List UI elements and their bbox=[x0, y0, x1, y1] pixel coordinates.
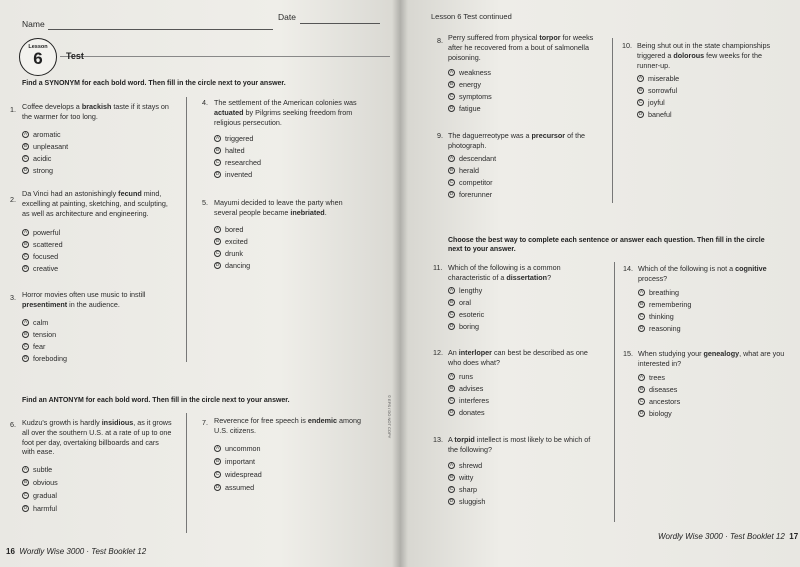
page-number: 16 bbox=[6, 547, 15, 556]
question-stem: Being shut out in the state championships triggered a dolorous few weeks for the runner-up. bbox=[637, 41, 771, 70]
answer-option[interactable]: D reasoning bbox=[639, 324, 681, 333]
answer-option[interactable]: D foreboding bbox=[23, 354, 67, 363]
answer-option[interactable]: C gradual bbox=[23, 491, 57, 500]
antonym-instructions: Find an ANTONYM for each bold word. Then fill in the circle next to your answer. bbox=[22, 397, 290, 404]
answer-bubble[interactable]: A bbox=[215, 445, 220, 451]
answer-bubble[interactable]: B bbox=[449, 385, 454, 391]
best-way-instructions-line2: next to your answer. bbox=[448, 246, 516, 253]
question-stem: A torpid intellect is most likely to be which of the following? bbox=[448, 435, 591, 454]
answer-bubble[interactable]: D bbox=[215, 171, 220, 177]
answer-option[interactable]: B diseases bbox=[639, 385, 678, 394]
continued-label: Lesson 6 Test continued bbox=[431, 12, 512, 21]
answer-bubble[interactable]: B bbox=[639, 301, 644, 307]
answer-option[interactable]: B herald bbox=[449, 166, 479, 175]
answer-option[interactable]: D forerunner bbox=[449, 190, 493, 199]
question-number: 5. bbox=[202, 198, 208, 207]
answer-option[interactable]: A trees bbox=[639, 373, 665, 382]
answer-option[interactable]: D donates bbox=[449, 408, 485, 417]
answer-option[interactable]: A lengthy bbox=[449, 286, 483, 295]
answer-bubble[interactable]: B bbox=[215, 458, 220, 464]
answer-option[interactable]: A weakness bbox=[449, 68, 491, 77]
page-number: 17 bbox=[789, 532, 799, 541]
question-stem: Coffee develops a brackish taste if it stays on the warmer for too long. bbox=[22, 102, 169, 121]
answer-bubble[interactable]: B bbox=[449, 81, 454, 87]
answer-bubble[interactable]: B bbox=[449, 474, 454, 480]
name-label: Name bbox=[22, 19, 45, 29]
question-stem: Da Vinci had an astonishingly fecund mind, excelling at painting, sketching, and sculpting, as well as architecture and engineering. bbox=[22, 189, 168, 218]
name-line[interactable] bbox=[48, 29, 273, 30]
answer-bubble[interactable]: B bbox=[639, 386, 644, 392]
question-number: 15. bbox=[623, 349, 633, 358]
answer-bubble[interactable]: C bbox=[449, 179, 454, 185]
answer-option[interactable]: B unpleasant bbox=[23, 142, 69, 151]
lesson-word: Lesson bbox=[28, 44, 48, 50]
answer-option[interactable]: C competitor bbox=[449, 178, 493, 187]
answer-option[interactable]: A runs bbox=[449, 372, 473, 381]
answer-bubble[interactable]: D bbox=[449, 191, 454, 197]
answer-bubble[interactable]: A bbox=[23, 229, 28, 235]
answer-bubble[interactable]: A bbox=[449, 69, 454, 75]
answer-bubble[interactable]: D bbox=[215, 262, 220, 268]
answer-option[interactable]: C thinking bbox=[639, 312, 674, 321]
answer-bubble[interactable]: C bbox=[449, 311, 454, 317]
question-number: 11. bbox=[433, 263, 443, 272]
answer-option[interactable]: D strong bbox=[23, 166, 53, 175]
answer-bubble[interactable]: A bbox=[23, 131, 28, 137]
answer-option[interactable]: D invented bbox=[215, 170, 253, 179]
answer-bubble[interactable]: C bbox=[23, 155, 28, 161]
test-title: Test bbox=[66, 51, 84, 61]
answer-option[interactable]: A calm bbox=[23, 318, 49, 327]
question-stem: Horror movies often use music to instill presentiment in the audience. bbox=[22, 290, 146, 309]
answer-option[interactable]: C sharp bbox=[449, 485, 477, 494]
question-stem: Which of the following is a common characteristic of a dissertation? bbox=[448, 263, 561, 282]
answer-bubble[interactable]: A bbox=[638, 75, 643, 81]
answer-option[interactable]: D biology bbox=[639, 409, 672, 418]
date-line[interactable] bbox=[300, 23, 380, 24]
answer-option[interactable]: C symptoms bbox=[449, 92, 492, 101]
question-stem: When studying your genealogy, what are you interested in? bbox=[638, 349, 785, 368]
answer-bubble[interactable]: D bbox=[449, 105, 454, 111]
answer-bubble[interactable]: C bbox=[449, 397, 454, 403]
best-way-instructions: Choose the best way to complete each sentence or answer each question. Then fill in the circle bbox=[448, 237, 765, 244]
question-stem: Perry suffered from physical torpor for weeks after he recovered from a bout of salmonella poisoning. bbox=[448, 33, 594, 62]
answer-option[interactable]: A descendant bbox=[449, 154, 497, 163]
answer-bubble[interactable]: D bbox=[215, 484, 220, 490]
answer-bubble[interactable]: B bbox=[215, 147, 220, 153]
answer-option[interactable]: C drunk bbox=[215, 249, 243, 258]
answer-option[interactable]: A subtle bbox=[23, 465, 53, 474]
question-number: 12. bbox=[433, 348, 443, 357]
answer-bubble[interactable]: C bbox=[23, 492, 28, 498]
lesson-number: 6 bbox=[33, 49, 43, 68]
answer-bubble[interactable]: A bbox=[449, 373, 454, 379]
answer-option[interactable]: B excited bbox=[215, 237, 248, 246]
answer-bubble[interactable]: B bbox=[23, 479, 28, 485]
date-label: Date bbox=[278, 12, 296, 22]
right-footer bbox=[658, 532, 798, 541]
answer-bubble[interactable]: A bbox=[639, 374, 644, 380]
question-number: 13. bbox=[433, 435, 443, 444]
answer-option[interactable]: A breathing bbox=[639, 288, 679, 297]
answer-option[interactable]: A miserable bbox=[638, 74, 680, 83]
answer-bubble[interactable]: B bbox=[449, 167, 454, 173]
question-stem: Mayumi decided to leave the party when several people became inebriated. bbox=[214, 198, 343, 217]
answer-option[interactable]: C ancestors bbox=[639, 397, 681, 406]
question-number: 3. bbox=[10, 293, 16, 302]
answer-option[interactable]: B advises bbox=[449, 384, 484, 393]
answer-bubble[interactable]: B bbox=[638, 87, 643, 93]
answer-bubble[interactable]: D bbox=[23, 505, 28, 511]
answer-option[interactable]: C fear bbox=[23, 342, 46, 351]
answer-option[interactable]: B halted bbox=[215, 146, 245, 155]
left-footer bbox=[6, 547, 146, 556]
question-stem: An interloper can best be described as one who does what? bbox=[448, 348, 588, 367]
question-number: 9. bbox=[437, 131, 443, 140]
answer-bubble[interactable]: C bbox=[449, 93, 454, 99]
answer-bubble[interactable]: A bbox=[23, 319, 28, 325]
answer-option[interactable]: D harmful bbox=[23, 504, 57, 513]
answer-bubble[interactable]: A bbox=[215, 135, 220, 141]
answer-bubble[interactable]: C bbox=[638, 99, 643, 105]
answer-option[interactable]: B witty bbox=[449, 473, 474, 482]
answer-option[interactable]: B tension bbox=[23, 330, 57, 339]
question-number: 6. bbox=[10, 420, 16, 429]
answer-option[interactable]: B remembering bbox=[639, 300, 692, 309]
answer-bubble[interactable]: D bbox=[23, 167, 28, 173]
answer-bubble[interactable]: D bbox=[449, 498, 454, 504]
answer-bubble[interactable]: C bbox=[215, 250, 220, 256]
answer-bubble[interactable]: C bbox=[449, 486, 454, 492]
spine-shadow bbox=[392, 0, 408, 567]
answer-option[interactable]: D dancing bbox=[215, 261, 251, 270]
answer-bubble[interactable]: D bbox=[23, 265, 28, 271]
answer-option[interactable]: A bored bbox=[215, 225, 244, 234]
answer-option[interactable]: B energy bbox=[449, 80, 481, 89]
answer-option[interactable]: B oral bbox=[449, 298, 471, 307]
answer-bubble[interactable]: A bbox=[449, 287, 454, 293]
question-number: 1. bbox=[10, 105, 16, 114]
answer-option[interactable]: B obvious bbox=[23, 478, 58, 487]
answer-bubble[interactable]: B bbox=[23, 331, 28, 337]
answer-bubble[interactable]: A bbox=[23, 466, 28, 472]
answer-option[interactable]: A aromatic bbox=[23, 130, 61, 139]
footer-title: Wordly Wise 3000 · Test Booklet 12 bbox=[19, 547, 147, 556]
question-number: 8. bbox=[437, 36, 443, 45]
synonym-instructions: Find a SYNONYM for each bold word. Then fill in the circle next to your answer. bbox=[22, 80, 286, 87]
answer-bubble[interactable]: D bbox=[638, 111, 643, 117]
question-number: 7. bbox=[202, 418, 208, 427]
answer-bubble[interactable]: D bbox=[639, 410, 644, 416]
answer-bubble[interactable]: B bbox=[23, 241, 28, 247]
answer-bubble[interactable]: D bbox=[639, 325, 644, 331]
column-divider bbox=[186, 413, 187, 533]
answer-bubble[interactable]: B bbox=[215, 238, 220, 244]
column-divider bbox=[614, 262, 615, 522]
answer-option[interactable]: A triggered bbox=[215, 134, 254, 143]
answer-bubble[interactable]: C bbox=[639, 398, 644, 404]
right-page bbox=[400, 0, 800, 567]
answer-option[interactable]: B sorrowful bbox=[638, 86, 678, 95]
question-number: 4. bbox=[202, 98, 208, 107]
question-number: 10. bbox=[622, 41, 632, 50]
answer-option[interactable]: D baneful bbox=[638, 110, 672, 119]
answer-bubble[interactable]: B bbox=[449, 299, 454, 305]
answer-bubble[interactable]: C bbox=[215, 471, 220, 477]
answer-option[interactable]: A shrewd bbox=[449, 461, 483, 470]
answer-bubble[interactable]: A bbox=[449, 462, 454, 468]
column-divider bbox=[186, 97, 187, 362]
answer-option[interactable]: C widespread bbox=[215, 470, 262, 479]
answer-option[interactable]: C focused bbox=[23, 252, 59, 261]
footer-title: Wordly Wise 3000 · Test Booklet 12 bbox=[658, 532, 785, 541]
answer-option[interactable]: A uncommon bbox=[215, 444, 261, 453]
answer-option[interactable]: D boring bbox=[449, 322, 479, 331]
answer-bubble[interactable]: D bbox=[449, 409, 454, 415]
answer-bubble[interactable]: C bbox=[23, 343, 28, 349]
question-stem: Reverence for free speech is endemic among U.S. citizens. bbox=[214, 416, 362, 435]
answer-option[interactable]: C esoteric bbox=[449, 310, 485, 319]
column-divider bbox=[612, 38, 613, 203]
answer-bubble[interactable]: C bbox=[215, 159, 220, 165]
answer-option[interactable]: D assumed bbox=[215, 483, 255, 492]
answer-bubble[interactable]: D bbox=[23, 355, 28, 361]
answer-option[interactable]: D creative bbox=[23, 264, 59, 273]
answer-bubble[interactable]: D bbox=[449, 323, 454, 329]
question-number: 2. bbox=[10, 195, 16, 204]
answer-bubble[interactable]: C bbox=[639, 313, 644, 319]
answer-option[interactable]: C joyful bbox=[638, 98, 665, 107]
lesson-badge bbox=[19, 38, 57, 76]
question-stem: The daguerreotype was a precursor of the photograph. bbox=[448, 131, 586, 150]
question-stem: Kudzu's growth is hardly insidious, as it grows all over the southern U.S. at a rate of up to one foot per day, overtaking billboards and cars with ease. bbox=[22, 418, 172, 457]
answer-option[interactable]: A powerful bbox=[23, 228, 61, 237]
answer-bubble[interactable]: A bbox=[215, 226, 220, 232]
answer-option[interactable]: D sluggish bbox=[449, 497, 486, 506]
answer-option[interactable]: B scattered bbox=[23, 240, 63, 249]
question-stem: The settlement of the American colonies was actuated by Pilgrims seeking freedom from religious persecution. bbox=[214, 98, 357, 127]
answer-option[interactable]: B important bbox=[215, 457, 255, 466]
answer-option[interactable]: C interferes bbox=[449, 396, 489, 405]
header-rule bbox=[60, 56, 390, 57]
question-stem: Which of the following is not a cognitive process? bbox=[638, 264, 767, 283]
answer-option[interactable]: D fatigue bbox=[449, 104, 481, 113]
copyright-note: © EPS / DO NOT COPY bbox=[387, 395, 392, 439]
answer-bubble[interactable]: B bbox=[23, 143, 28, 149]
answer-bubble[interactable]: A bbox=[639, 289, 644, 295]
answer-option[interactable]: C researched bbox=[215, 158, 261, 167]
answer-bubble[interactable]: C bbox=[23, 253, 28, 259]
answer-option[interactable]: C acidic bbox=[23, 154, 52, 163]
answer-bubble[interactable]: A bbox=[449, 155, 454, 161]
question-number: 14. bbox=[623, 264, 633, 273]
